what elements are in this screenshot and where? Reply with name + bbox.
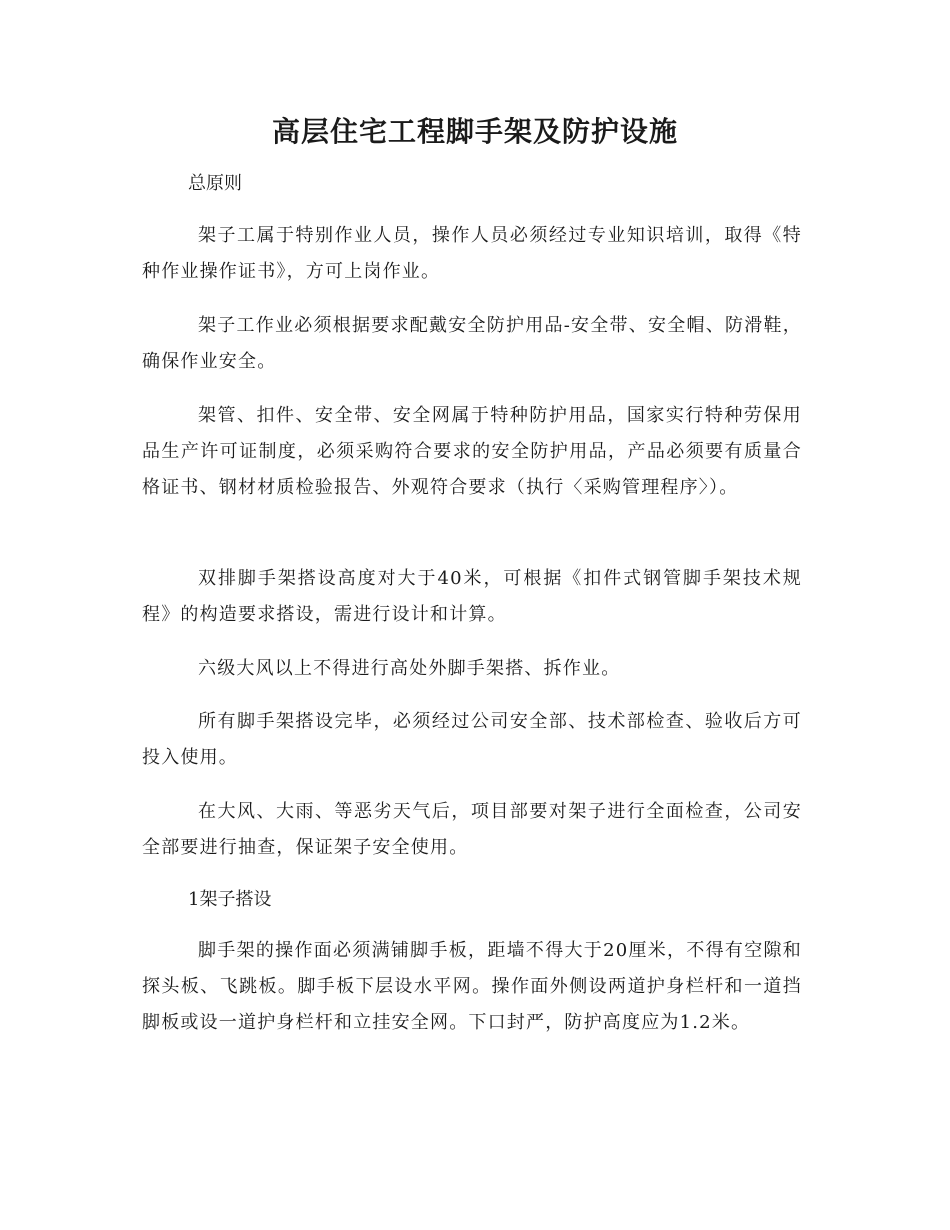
paragraph-6: 所有脚手架搭设完毕，必须经过公司安全部、技术部检查、验收后方可投入使用。 <box>142 711 802 768</box>
paragraph-4: 双排脚手架搭设高度对大于40米，可根据《扣件式钢管脚手架技术规程》的构造要求搭设，需进行设计和计算。 <box>142 568 802 625</box>
paragraph-section-1: 脚手架的操作面必须满铺脚手板，距墙不得大于20厘米，不得有空隙和探头板、飞跳板。脚手板下层设水平网。操作面外侧设两道护身栏杆和一道挡脚板或设一道护身栏杆和立挂安全网。下口封严，防护高度应为1.2米。 <box>142 940 802 1033</box>
paragraph-1: 架子工属于特别作业人员，操作人员必须经过专业知识培训，取得《特种作业操作证书》，方可上岗作业。 <box>142 225 802 282</box>
section-heading-1: 1架子搭设 <box>188 889 272 910</box>
section-heading-general: 总原则 <box>188 173 242 194</box>
paragraph-5: 六级大风以上不得进行高处外脚手架搭、拆作业。 <box>198 658 621 679</box>
document-title: 高层住宅工程脚手架及防护设施 <box>271 115 678 148</box>
paragraph-7: 在大风、大雨、等恶劣天气后，项目部要对架子进行全面检查，公司安全部要进行抽查，保证架子安全使用。 <box>142 801 802 858</box>
paragraph-3: 架管、扣件、安全带、安全网属于特种防护用品，国家实行特种劳保用品生产许可证制度，必须采购符合要求的安全防护用品，产品必须要有质量合格证书、钢材材质检验报告、外观符合要求（执行〈采购管理程序〉）。 <box>142 405 802 498</box>
paragraph-2: 架子工作业必须根据要求配戴安全防护用品-安全带、安全帽、防滑鞋，确保作业安全。 <box>142 315 802 372</box>
